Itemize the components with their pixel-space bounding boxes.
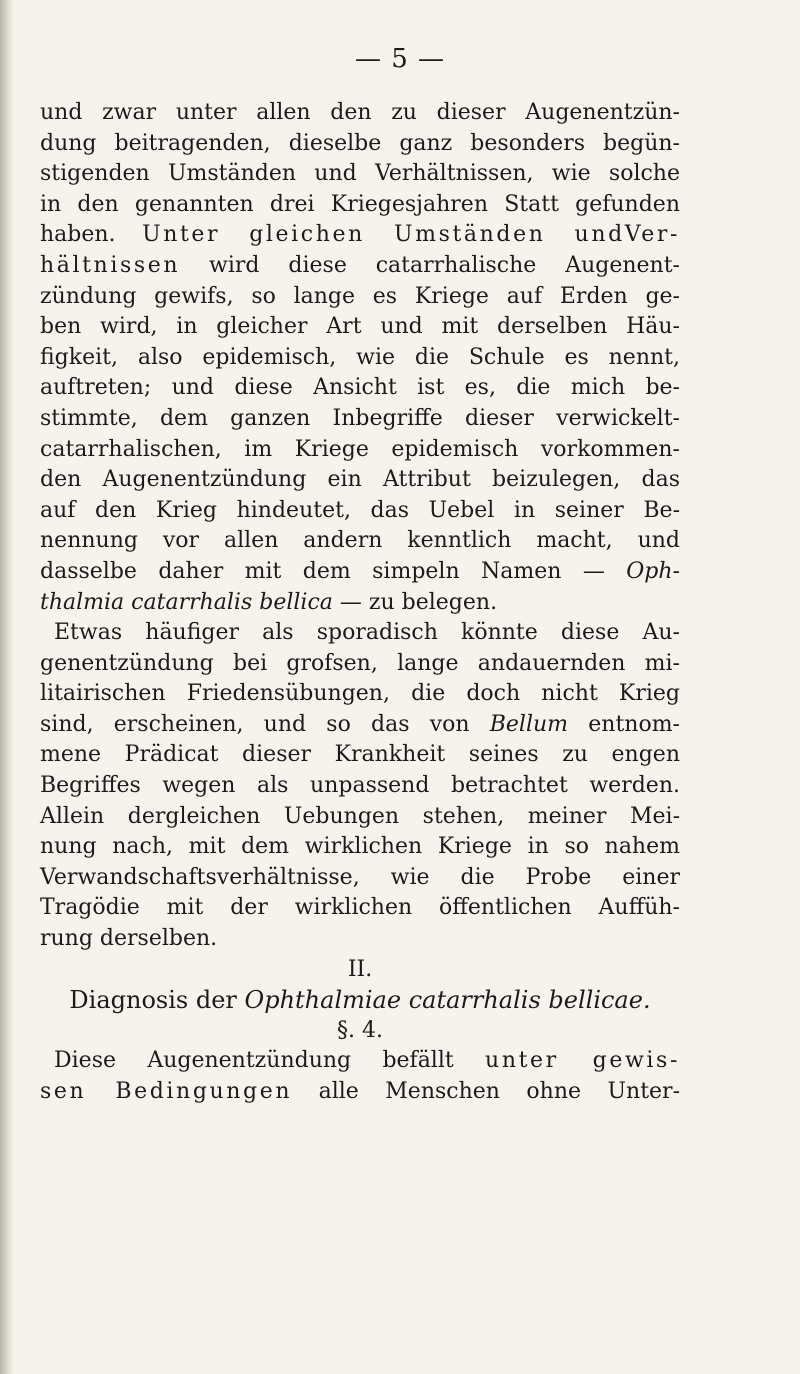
page-edge-shadow [0,0,14,1374]
text-fragment: haben. [40,222,116,248]
text-line: stimmte, dem ganzen Inbegriffe dieser verwickelt- [40,405,680,431]
spaced-text: unter gewis- [485,1048,680,1074]
text-line: catarrhalischen, im Kriege epidemisch vorkommen- [40,436,680,462]
text-line: zündung gewifs, so lange es Kriege auf Erden ge- [40,283,680,309]
italic-text: thalmia catarrhalis bellica [40,589,333,615]
section-heading [40,985,680,1016]
text-line: ben wird, in gleicher Art und mit derselben Häu- [40,314,680,340]
text-fragment: alle Menschen ohne Unter- [318,1079,681,1104]
text-line: figkeit, also epidemisch, wie die Schule es nennt, [40,344,680,370]
spaced-text: hältnissen [40,252,181,278]
page-number: — 5 — [354,44,446,74]
text-line [40,220,680,251]
italic-text: Bellum [489,711,569,737]
heading-text: Diagnosis der [69,986,237,1015]
text-line: rung derselben. [40,926,218,952]
text-line [40,557,680,588]
text-line: dung beitragenden, dieselbe ganz besonders begün- [40,130,680,156]
text-line: Allein dergleichen Uebungen stehen, meiner Mei- [40,803,680,829]
text-line [40,1046,680,1077]
body-text [40,98,680,1108]
text-line: nennung vor allen andern kenntlich macht, und [40,528,680,554]
text-line: auf den Krieg hindeutet, das Uebel in seiner Be- [40,497,680,523]
text-line: Verwandschaftsverhältnisse, wie die Probe einer [40,864,680,890]
text-line [40,251,680,282]
text-fragment: — zu belegen. [339,589,498,615]
text-fragment: sind, erscheinen, und so das von [40,711,470,737]
text-fragment: entnom- [588,711,680,737]
heading-italic-text: Ophthalmiae catarrhalis bellicae. [244,986,651,1015]
text-line: den Augenentzündung ein Attribut beizulegen, das [40,467,680,493]
text-line [40,1077,680,1108]
spaced-text: Unter gleichen Umständen undVer- [142,222,681,248]
spaced-text: sen Bedingungen [40,1079,293,1104]
text-line: genentzündung bei grofsen, lange andauernden mi- [40,650,680,676]
text-line: Tragödie mit der wirklichen öffentlichen Auffüh- [40,895,680,921]
text-line: stigenden Umständen und Verhältnissen, wie solche [40,161,680,187]
text-line: nung nach, mit dem wirklichen Kriege in so nahem [40,834,680,860]
text-line [40,588,680,619]
text-line: Etwas häufiger als sporadisch könnte diese Au- [54,620,680,646]
italic-text: Oph- [626,558,680,584]
text-line: Begriffes wegen als unpassend betrachtet werden. [40,773,680,799]
paragraph-mark: §. 4. [337,1017,383,1043]
text-line: und zwar unter allen den zu dieser Augenentzün- [40,100,680,125]
text-fragment: dasselbe daher mit dem simpeln Namen — [40,558,605,584]
text-line: mene Prädicat dieser Krankheit seines zu engen [40,742,680,768]
text-line: auftreten; und diese Ansicht ist es, die mich be- [40,375,680,401]
text-line: in den genannten drei Kriegesjahren Statt gefunden [40,191,680,217]
text-line [40,710,680,741]
text-fragment: Diese Augenentzündung befällt [54,1048,454,1074]
text-line: litairischen Friedensübungen, die doch nicht Krieg [40,681,680,707]
section-number: II. [347,956,373,982]
text-fragment: wird diese catarrhalische Augenent- [209,252,680,278]
